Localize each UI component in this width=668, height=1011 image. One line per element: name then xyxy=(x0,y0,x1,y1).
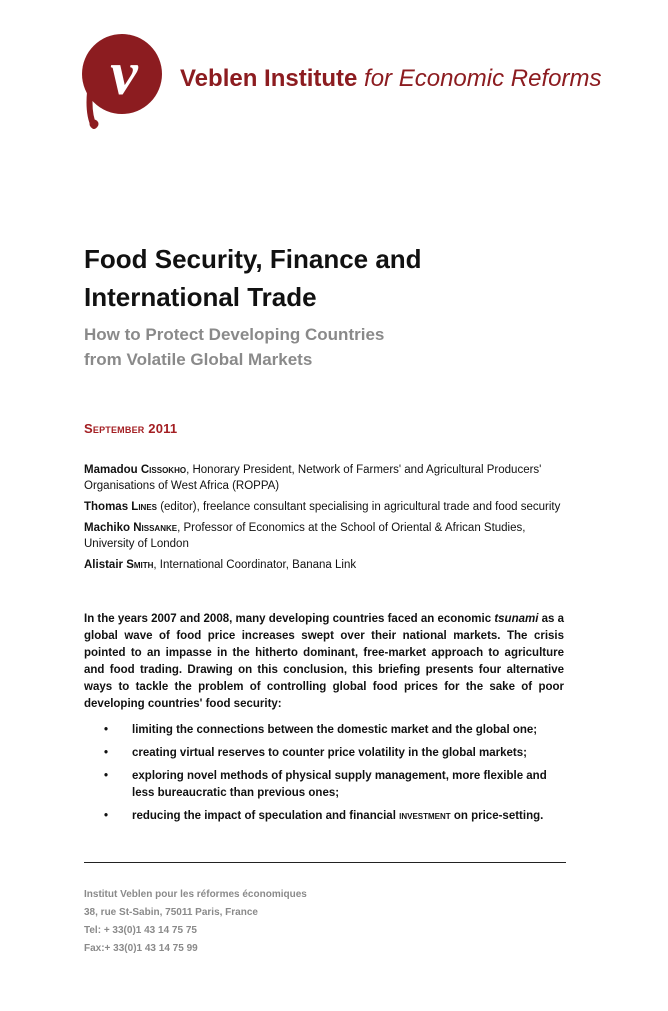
author-first-name: Mamadou xyxy=(84,464,141,476)
author-first-name: Machiko xyxy=(84,522,134,534)
footer-street-address: 38, rue St-Sabin, 75011 Paris, France xyxy=(84,907,258,918)
author-surname: Smith xyxy=(126,559,154,571)
footer-fax: Fax:+ 33(0)1 43 14 75 99 xyxy=(84,943,198,954)
bullet-text: exploring novel methods of physical supply management, more flexible and less bureaucratic than previous ones; xyxy=(132,770,547,799)
footer-telephone: Tel: + 33(0)1 43 14 75 75 xyxy=(84,925,197,936)
author-surname: Cissokho xyxy=(140,464,187,476)
bullet-icon: • xyxy=(104,810,109,822)
bullet-text-smallcaps: investment xyxy=(399,810,451,822)
bullet-item xyxy=(84,768,564,802)
footer-institute-name: Institut Veblen pour les réformes économiques xyxy=(84,889,307,900)
footer-divider xyxy=(84,862,566,863)
institute-name xyxy=(180,64,601,94)
author-role: , Professor of Economics at the School of Oriental & African Studies, University of London xyxy=(84,522,526,550)
abstract-paragraph xyxy=(84,611,564,713)
bullet-item xyxy=(84,808,564,825)
author-item xyxy=(84,462,564,494)
bullet-text: creating virtual reserves to counter price volatility in the global markets; xyxy=(132,747,527,759)
institute-name-rest: for Economic Reforms xyxy=(357,65,602,92)
author-item xyxy=(84,499,564,515)
title-line-1: Food Security, Finance and xyxy=(84,244,422,274)
author-item xyxy=(84,557,564,573)
bullet-list xyxy=(84,722,564,831)
author-role: , International Coordinator, Banana Link xyxy=(153,559,357,571)
bullet-text-before: reducing the impact of speculation and financial xyxy=(132,810,400,822)
bullet-icon: • xyxy=(104,770,109,782)
author-role: , Honorary President, Network of Farmers' and Agricultural Producers' Organisations of West Africa (ROPPA) xyxy=(84,464,542,492)
bullet-item xyxy=(84,745,564,762)
abstract-text-after: as a global wave of food price increases swept over their national markets. The crisis pointed to an impasse in the hitherto dominant, free-market approach to agriculture and food trading. Drawing on this conclusion, this briefing presents four alternative ways to tackle the problem of controlling global food prices for the sake of poor developing countries' food security: xyxy=(84,613,564,710)
author-list xyxy=(84,462,564,578)
publication-date: September 2011 xyxy=(84,421,178,436)
institute-name-strong: Veblen Institute xyxy=(180,65,358,92)
footer-address xyxy=(84,886,307,958)
author-surname: Lines xyxy=(131,501,157,513)
bullet-icon: • xyxy=(104,747,109,759)
bullet-text-after: on price-setting. xyxy=(450,810,544,822)
author-role: (editor), freelance consultant specialising in agricultural trade and food security xyxy=(157,501,561,513)
bullet-text xyxy=(132,810,543,822)
veblen-logo xyxy=(80,30,170,130)
author-item xyxy=(84,520,564,552)
subtitle-line-1: How to Protect Developing Countries xyxy=(84,325,385,344)
logo-letter: v xyxy=(110,40,138,108)
abstract-text-before: In the years 2007 and 2008, many developing countries faced an economic xyxy=(84,613,495,625)
document-subtitle xyxy=(84,322,604,372)
bullet-icon: • xyxy=(104,724,109,736)
author-first-name: Alistair xyxy=(84,559,127,571)
abstract-emphasis: tsunami xyxy=(494,613,539,625)
bullet-text: limiting the connections between the domestic market and the global one; xyxy=(132,724,538,736)
author-first-name: Thomas xyxy=(84,501,132,513)
title-line-2: International Trade xyxy=(84,282,317,312)
subtitle-line-2: from Volatile Global Markets xyxy=(84,350,313,369)
document-title xyxy=(84,240,604,316)
bullet-item xyxy=(84,722,564,739)
author-surname: Nissanke xyxy=(133,522,178,534)
